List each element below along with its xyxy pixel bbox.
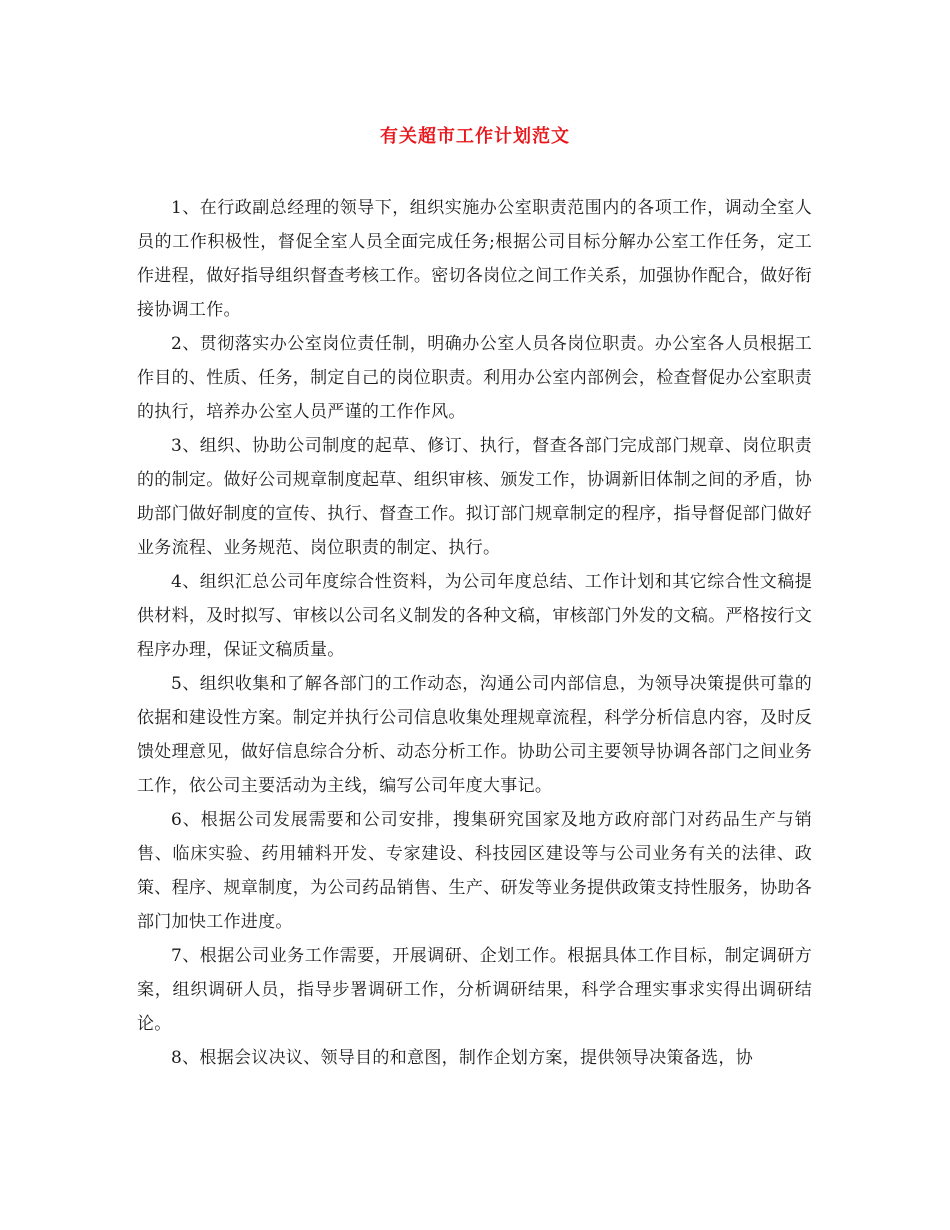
paragraph-5: 5、组织收集和了解各部门的工作动态，沟通公司内部信息，为领导决策提供可靠的依据和建设性方案。制定并执行公司信息收集处理规章流程，科学分析信息内容，及时反馈处理意见，做好信息综合分析、动态分析工作。协助公司主要领导协调各部门之间业务工作，依公司主要活动为主线，编写公司年度大事记。	[137, 674, 812, 796]
paragraph-2: 2、贯彻落实办公室岗位责任制，明确办公室人员各岗位职责。办公室各人员根据工作目的、性质、任务，制定自己的岗位职责。利用办公室内部例会，检查督促办公室职责的执行，培养办公室人员严谨的工作作风。	[137, 334, 812, 422]
paragraph-8: 8、根据会议决议、领导目的和意图，制作企划方案，提供领导决策备选，协	[171, 1048, 754, 1068]
paragraph-4: 4、组织汇总公司年度综合性资料，为公司年度总结、工作计划和其它综合性文稿提供材料，及时拟写、审核以公司名义制发的各种文稿，审核部门外发的文稿。严格按行文程序办理，保证文稿质量。	[137, 572, 812, 660]
document-body	[137, 191, 812, 1075]
document-title: 有关超市工作计划范文	[380, 126, 570, 147]
paragraph-6: 6、根据公司发展需要和公司安排，搜集研究国家及地方政府部门对药品生产与销售、临床实验、药用辅料开发、专家建设、科技园区建设等与公司业务有关的法律、政策、程序、规章制度，为公司药品销售、生产、研发等业务提供政策支持性服务，协助各部门加快工作进度。	[137, 810, 812, 932]
paragraph-7: 7、根据公司业务工作需要，开展调研、企划工作。根据具体工作目标，制定调研方案，组织调研人员，指导步署调研工作，分析调研结果，科学合理实事求实得出调研结论。	[137, 946, 812, 1034]
paragraph-1: 1、在行政副总经理的领导下，组织实施办公室职责范围内的各项工作，调动全室人员的工作积极性，督促全室人员全面完成任务;根据公司目标分解办公室工作任务，定工作进程，做好指导组织督查考核工作。密切各岗位之间工作关系，加强协作配合，做好衔接协调工作。	[137, 198, 812, 320]
paragraph-3: 3、组织、协助公司制度的起草、修订、执行，督查各部门完成部门规章、岗位职责的的制定。做好公司规章制度起草、组织审核、颁发工作，协调新旧体制之间的矛盾，协助部门做好制度的宣传、执行、督查工作。拟订部门规章制定的程序，指导督促部门做好业务流程、业务规范、岗位职责的制定、执行。	[137, 436, 812, 558]
